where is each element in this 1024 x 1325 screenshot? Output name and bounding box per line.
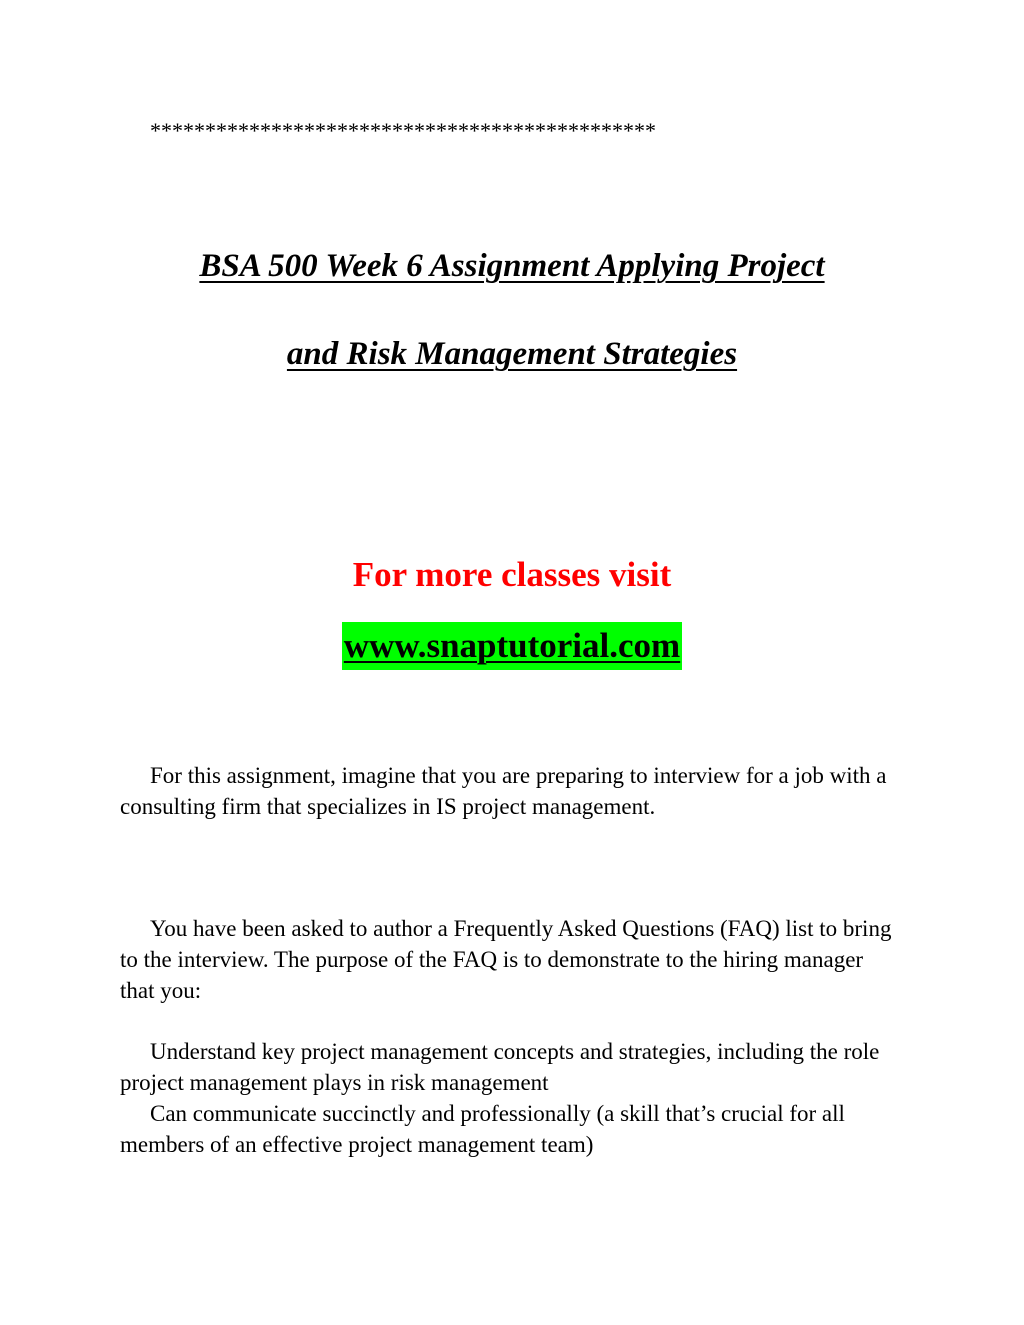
point-understand-concepts: Understand key project management concepts and strategies, including the role project management plays in risk management bbox=[120, 1039, 880, 1095]
faq-paragraph: You have been asked to author a Frequently Asked Questions (FAQ) list to bring to the interview. The purpose of the FAQ is to demonstrate to the hiring manager that you: bbox=[120, 916, 892, 1003]
document-title-line-1: BSA 500 Week 6 Assignment Applying Project bbox=[199, 248, 825, 284]
point-communicate: Can communicate succinctly and professionally (a skill that’s crucial for all members of an effective project management team) bbox=[120, 1101, 845, 1157]
promo-link-container bbox=[0, 622, 1024, 670]
intro-paragraph: For this assignment, imagine that you are preparing to interview for a job with a consulting firm that specializes in IS project management. bbox=[120, 763, 887, 819]
promo-text: For more classes visit bbox=[352, 555, 672, 594]
snaptutorial-link[interactable]: www.snaptutorial.com bbox=[342, 622, 682, 670]
document-title-line-2: and Risk Management Strategies bbox=[286, 336, 738, 372]
asterisk-separator: ********************************************** bbox=[150, 118, 656, 143]
